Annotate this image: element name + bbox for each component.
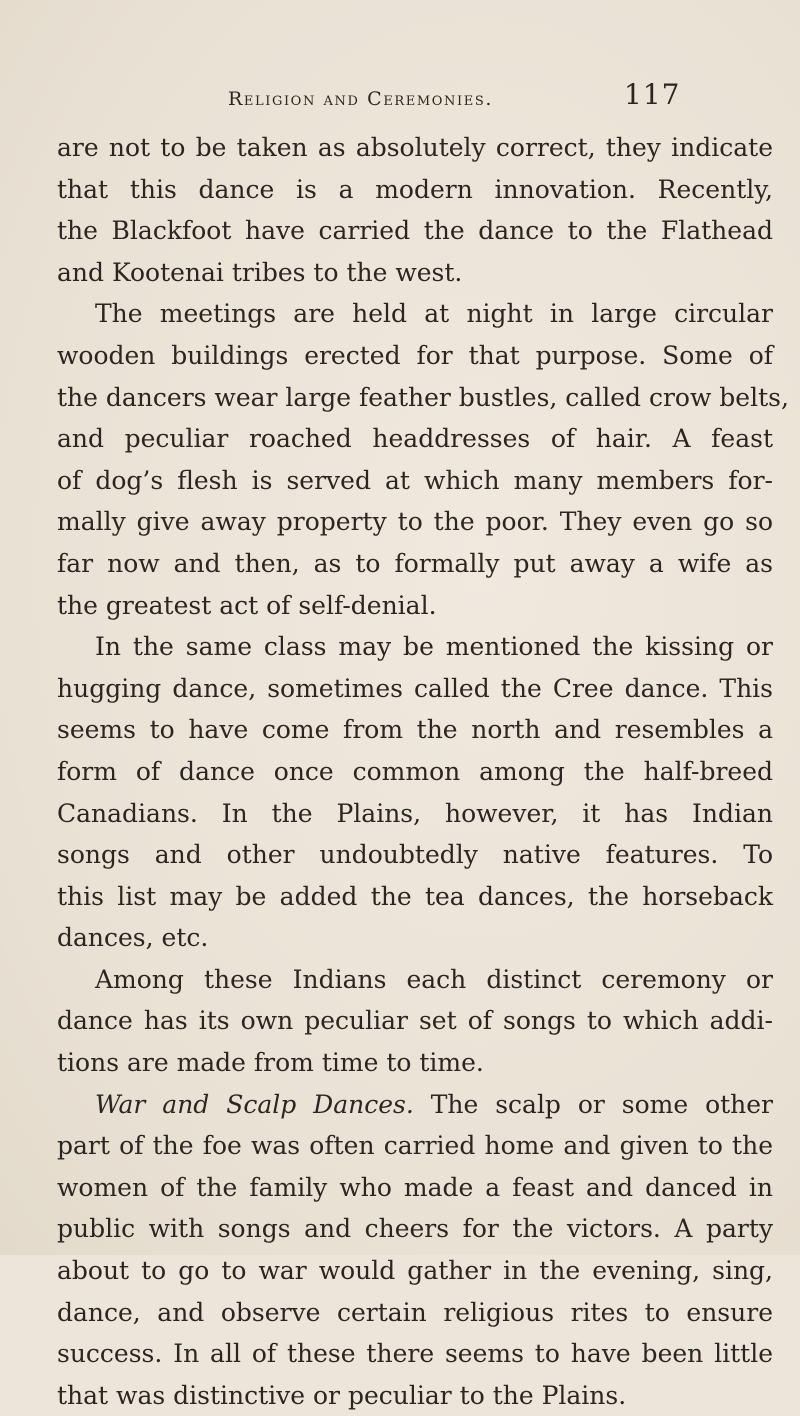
running-head: [0, 76, 800, 116]
text-line: of dog’s flesh is served at which many members for-: [57, 465, 773, 495]
text-line: the dancers wear large feather bustles, called crow belts,: [57, 382, 789, 412]
text-line: that was distinctive or peculiar to the Plains.: [57, 1380, 627, 1410]
text-line: about to go to war would gather in the evening, sing,: [57, 1256, 773, 1286]
text-line: part of the foe was often carried home and given to the: [57, 1131, 773, 1161]
text-line: The meetings are held at night in large circular: [95, 299, 773, 329]
text-line: form of dance once common among the half-breed: [57, 756, 773, 786]
text-line: women of the family who made a feast and danced in: [57, 1172, 773, 1202]
text-line-continuation: The scalp or some other: [430, 1089, 774, 1119]
text-line: seems to have come from the north and resembles a: [57, 715, 773, 745]
page-number: 117: [624, 78, 681, 111]
text-line: tions are made from time to time.: [57, 1048, 484, 1078]
text-line: far now and then, as to formally put away a wife as: [57, 548, 773, 578]
text-line: Canadians. In the Plains, however, it has Indian: [57, 798, 773, 828]
text-line: the greatest act of self-denial.: [57, 590, 437, 620]
text-line: and Kootenai tribes to the west.: [57, 257, 463, 287]
text-line: public with songs and cheers for the victors. A party: [57, 1214, 773, 1244]
text-line: dance, and observe certain religious rites to ensure: [57, 1297, 773, 1327]
text-line: dances, etc.: [57, 923, 209, 953]
text-line: wooden buildings erected for that purpose. Some of: [57, 340, 773, 370]
text-line-with-heading: [57, 1084, 773, 1126]
text-line: mally give away property to the poor. They even go so: [57, 507, 773, 537]
section-heading: War and Scalp Dances.: [95, 1089, 414, 1119]
text-line: Among these Indians each distinct ceremony or: [95, 964, 773, 994]
text-line: are not to be taken as absolutely correct, they indicate: [57, 133, 773, 162]
text-line: and peculiar roached headdresses of hair. A feast: [57, 424, 773, 454]
text-line: songs and other undoubtedly native features. To: [57, 840, 773, 870]
text-line: that this dance is a modern innovation. Recently,: [57, 174, 773, 204]
text-line: hugging dance, sometimes called the Cree dance. This: [57, 673, 773, 703]
text-line: this list may be added the tea dances, the horseback: [57, 881, 773, 911]
text-line: success. In all of these there seems to have been little: [57, 1339, 773, 1369]
text-line: the Blackfoot have carried the dance to the Flathead: [57, 216, 773, 246]
running-title: Religion and Ceremonies.: [228, 88, 494, 110]
body-text: [57, 127, 789, 1416]
text-line: In the same class may be mentioned the kissing or: [95, 632, 773, 662]
text-line: dance has its own peculiar set of songs to which addi-: [57, 1006, 773, 1036]
